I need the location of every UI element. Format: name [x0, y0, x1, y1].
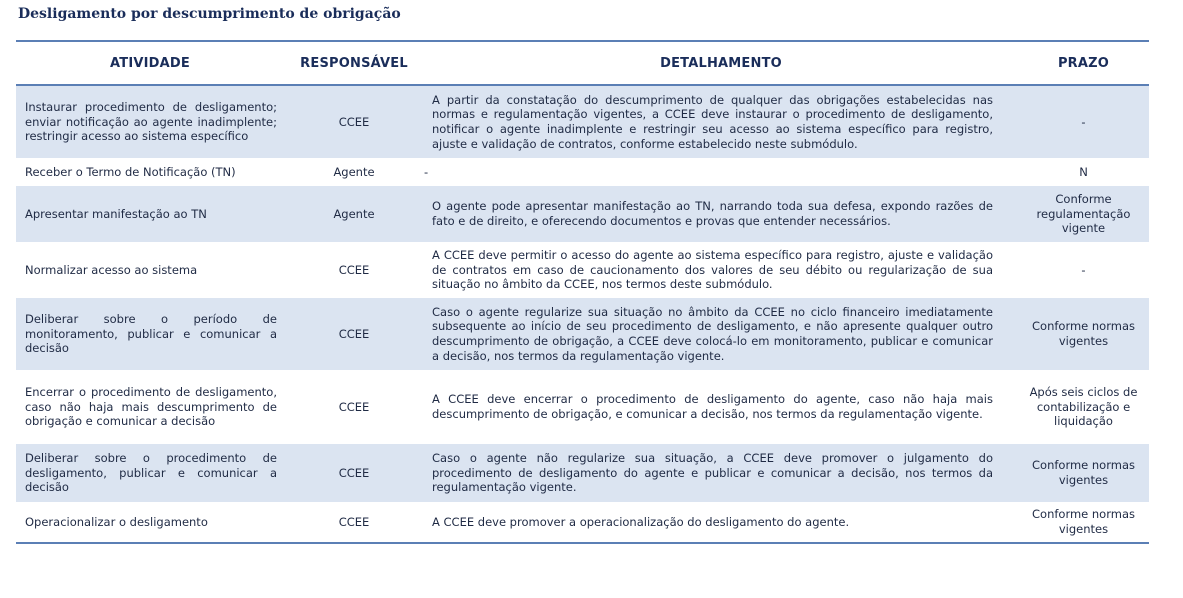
- table-row: [16, 444, 1149, 502]
- table-row: [16, 158, 1149, 186]
- activities-table: [16, 40, 1149, 544]
- cell-atividade-text: Normalizar acesso ao sistema: [25, 262, 198, 277]
- cell-prazo: Conforme normas vigentes: [1032, 319, 1135, 348]
- cell-detalhamento-text: A CCEE deve promover a operacionalização do desligamento do agente.: [432, 514, 850, 529]
- cell-atividade: [16, 165, 284, 180]
- cell-detalhamento: [424, 392, 1018, 421]
- cell-responsavel: CCEE: [338, 326, 370, 341]
- cell-detalhamento: [424, 305, 1018, 363]
- cell-prazo: N: [1079, 164, 1088, 179]
- header-atividade: ATIVIDADE: [110, 55, 190, 71]
- header-responsavel: RESPONSÁVEL: [300, 55, 408, 71]
- cell-atividade: [16, 312, 284, 356]
- cell-atividade: [16, 451, 284, 495]
- cell-detalhamento: [424, 248, 1018, 292]
- cell-responsavel: Agente: [333, 206, 375, 221]
- cell-prazo: -: [1081, 262, 1086, 277]
- cell-atividade: [16, 263, 284, 278]
- cell-detalhamento-text: Caso o agente não regularize sua situação, a CCEE deve promover o julgamento do procedimento de desligamento do agente e publicar e comunicar a decisão, nos termos da regulamentação vigente.: [432, 451, 993, 495]
- cell-atividade-text: Apresentar manifestação ao TN: [25, 206, 207, 221]
- cell-prazo: Após seis ciclos de contabilização e liquidação: [1029, 385, 1138, 429]
- cell-atividade: [16, 385, 284, 429]
- cell-detalhamento-text: A partir da constatação do descumprimento de qualquer das obrigações estabelecidas nas normas e regulamentação vigentes, a CCEE deve instaurar o procedimento de desligamento, notificar o agente inadimplente e restringir seu acesso ao sistema específico para registro, ajuste e validação de contratos, conforme estabelecido neste submódulo.: [432, 92, 993, 151]
- cell-atividade-text: Receber o Termo de Notificação (TN): [25, 164, 236, 179]
- cell-detalhamento-text: A CCEE deve permitir o acesso do agente ao sistema específico para registro, ajuste e validação de contratos em caso de caucionamento dos valores de seu débito ou regularização de sua situação no âmbito da CCEE, nos termos deste submódulo.: [432, 248, 993, 292]
- cell-atividade-text: Encerrar o procedimento de desligamento, caso não haja mais descumprimento de obrigação e comunicar a decisão: [25, 385, 277, 429]
- header-prazo: PRAZO: [1057, 55, 1110, 71]
- cell-responsavel: CCEE: [338, 114, 370, 129]
- table-row: [16, 186, 1149, 242]
- cell-atividade: [16, 207, 284, 222]
- table-row: [16, 502, 1149, 542]
- cell-atividade-text: Deliberar sobre o procedimento de desligamento, publicar e comunicar a decisão: [25, 451, 277, 495]
- cell-prazo: Conforme normas vigentes: [1032, 507, 1135, 536]
- cell-detalhamento-text: A CCEE deve encerrar o procedimento de desligamento do agente, caso não haja mais descumprimento de obrigação, e comunicar a decisão, nos termos da regulamentação vigente.: [432, 392, 993, 421]
- cell-atividade-text: Deliberar sobre o período de monitoramento, publicar e comunicar a decisão: [25, 312, 277, 356]
- cell-responsavel: CCEE: [338, 262, 370, 277]
- page-title: Desligamento por descumprimento de obrigação: [18, 6, 401, 22]
- cell-responsavel: CCEE: [338, 465, 370, 480]
- cell-detalhamento: [424, 451, 1018, 495]
- table-row: [16, 298, 1149, 370]
- cell-responsavel: Agente: [333, 164, 375, 179]
- cell-detalhamento-text: O agente pode apresentar manifestação ao TN, narrando toda sua defesa, expondo razões de fato e de direito, e oferecendo documentos e provas que entender necessários.: [432, 199, 993, 228]
- cell-detalhamento: [424, 515, 1018, 530]
- cell-responsavel: CCEE: [338, 399, 370, 414]
- cell-atividade-text: Operacionalizar o desligamento: [25, 514, 208, 529]
- cell-prazo: -: [1081, 114, 1086, 129]
- header-detalhamento: DETALHAMENTO: [660, 55, 782, 71]
- cell-detalhamento: [424, 93, 1018, 151]
- cell-atividade-text: Instaurar procedimento de desligamento; enviar notificação ao agente inadimplente; restringir acesso ao sistema específico: [25, 100, 277, 144]
- table-row: [16, 242, 1149, 298]
- table-row: [16, 370, 1149, 444]
- cell-atividade: [16, 515, 284, 530]
- cell-responsavel: CCEE: [338, 514, 370, 529]
- cell-prazo: Conforme normas vigentes: [1032, 458, 1135, 487]
- cell-detalhamento: -: [424, 164, 429, 179]
- cell-prazo: Conforme regulamentação vigente: [1036, 192, 1131, 236]
- table-header: [16, 42, 1149, 86]
- cell-detalhamento: [424, 199, 1018, 228]
- cell-detalhamento-text: Caso o agente regularize sua situação no âmbito da CCEE no ciclo financeiro imediatamente subsequente ao início de seu procedimento de desligamento, e não apresente qualquer outro descumprimento de obrigação, a CCEE deve colocá-lo em monitoramento, publicar e comunicar a decisão, nos termos da regulamentação vigente.: [432, 304, 993, 363]
- table-row: [16, 86, 1149, 158]
- cell-atividade: [16, 100, 284, 144]
